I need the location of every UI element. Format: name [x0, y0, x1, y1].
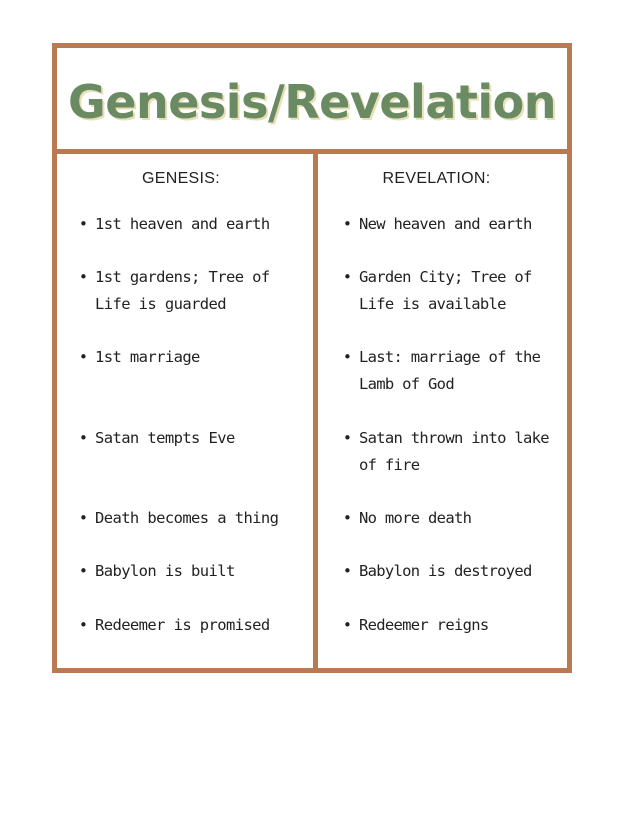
genesis-heading: GENESIS: — [142, 170, 220, 187]
list-item-text: Redeemer reigns — [359, 616, 489, 634]
list-item — [343, 425, 567, 478]
list-item — [79, 344, 309, 371]
bullet-icon: • — [343, 348, 352, 366]
list-item — [343, 211, 567, 238]
bullet-icon: • — [343, 268, 352, 286]
bullet-icon: • — [79, 268, 88, 286]
title-band — [57, 48, 567, 154]
list-item — [343, 344, 567, 397]
list-item-text: New heaven and earth — [359, 215, 532, 233]
comparison-chart-frame — [52, 43, 572, 673]
bullet-icon: • — [79, 562, 88, 580]
page-title: Genesis/Revelation — [68, 74, 556, 129]
list-item-text: Satan tempts Eve — [95, 429, 235, 447]
list-item-text: 1st gardens; Tree of Life is guarded — [95, 268, 270, 313]
bullet-icon: • — [343, 215, 352, 233]
bullet-icon: • — [79, 509, 88, 527]
list-item — [79, 264, 309, 317]
list-item-text: 1st marriage — [95, 348, 200, 366]
bullet-icon: • — [343, 562, 352, 580]
list-item — [343, 558, 567, 585]
list-item-text: Redeemer is promised — [95, 616, 270, 634]
bullet-icon: • — [79, 215, 88, 233]
list-item — [79, 505, 309, 532]
bullet-icon: • — [343, 429, 352, 447]
bullet-icon: • — [79, 429, 88, 447]
revelation-heading: REVELATION: — [382, 170, 491, 187]
list-item-text: Babylon is built — [95, 562, 235, 580]
list-item — [79, 558, 309, 585]
list-item — [343, 612, 567, 639]
list-item-text: Death becomes a thing — [95, 509, 279, 527]
genesis-column — [57, 154, 313, 668]
list-item-text: No more death — [359, 509, 472, 527]
list-item-text: 1st heaven and earth — [95, 215, 270, 233]
list-item — [79, 211, 309, 238]
list-item-text: Babylon is destroyed — [359, 562, 532, 580]
bullet-icon: • — [343, 616, 352, 634]
bullet-icon: • — [79, 616, 88, 634]
list-item — [79, 612, 309, 639]
list-item — [79, 425, 309, 452]
list-item-text: Last: marriage of the Lamb of God — [359, 348, 541, 393]
bullet-icon: • — [79, 348, 88, 366]
list-item — [343, 264, 567, 317]
list-item-text: Satan thrown into lake of fire — [359, 429, 549, 474]
bullet-icon: • — [343, 509, 352, 527]
list-item-text: Garden City; Tree of Life is available — [359, 268, 532, 313]
revelation-column — [318, 154, 567, 668]
list-item — [343, 505, 567, 532]
